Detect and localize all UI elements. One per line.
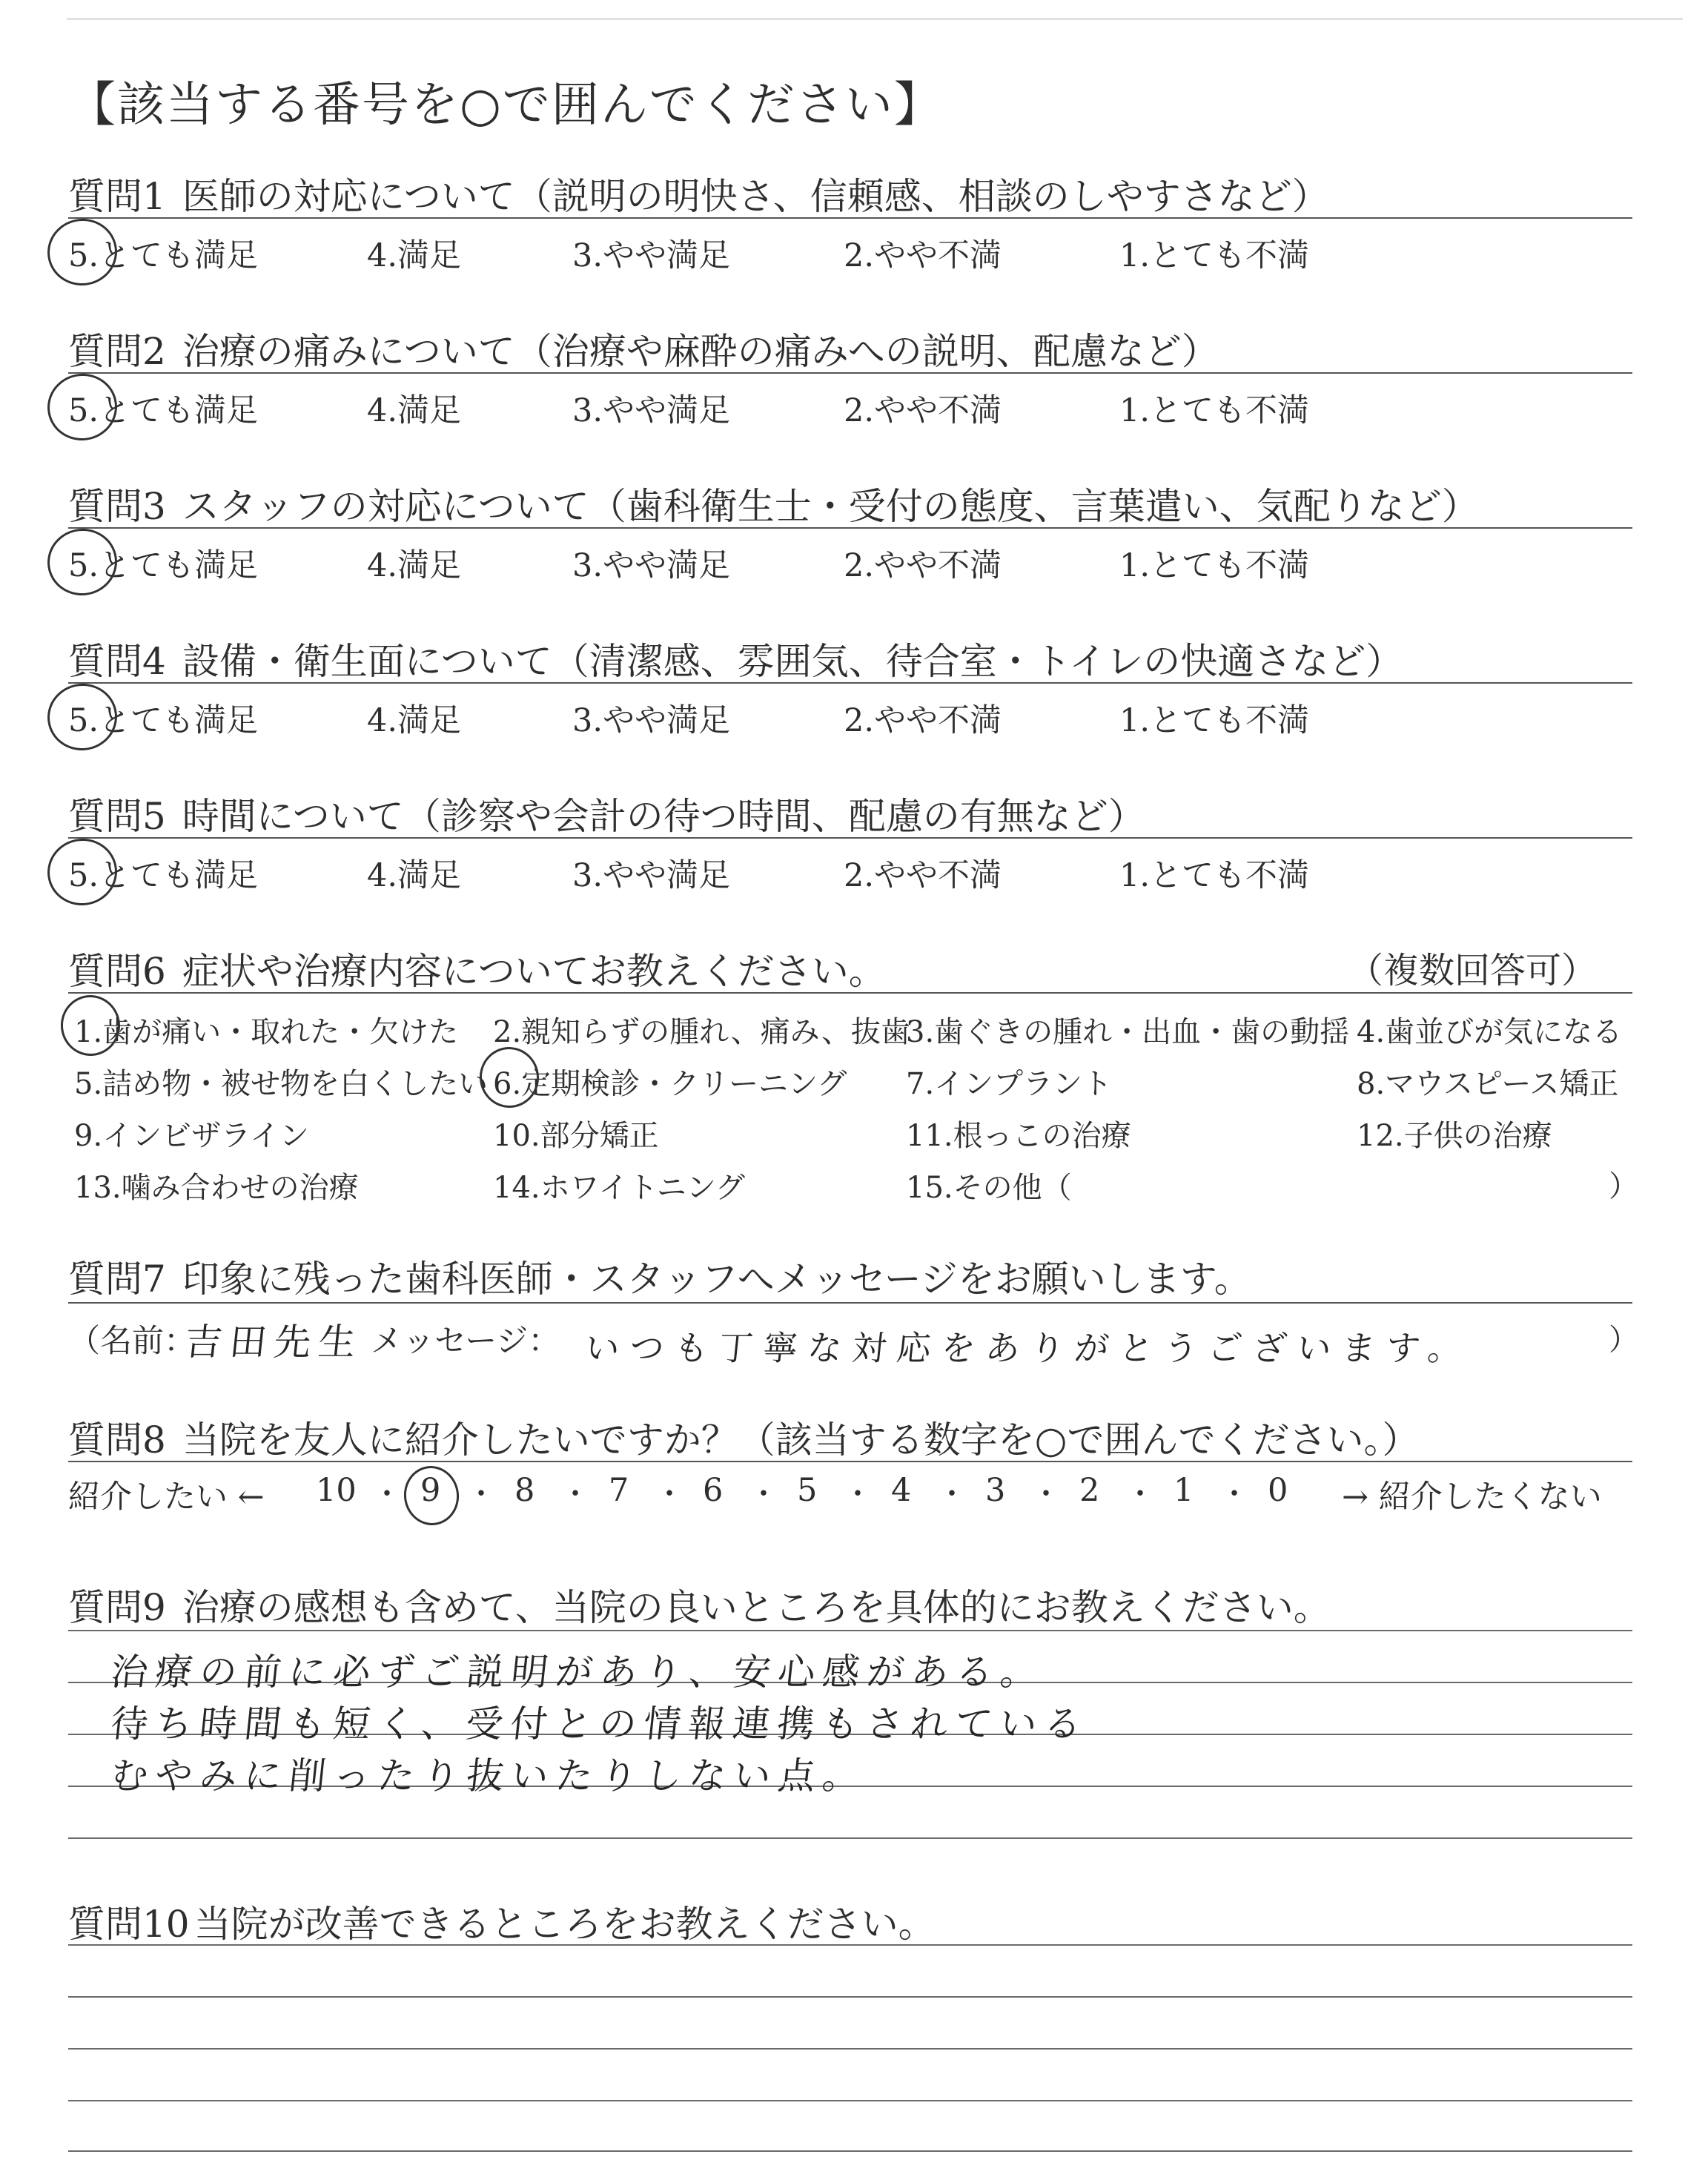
q2-heading — [68, 322, 1219, 375]
q8-selection-circle — [400, 1462, 463, 1529]
q9-number: 質問9 — [68, 1586, 166, 1629]
q8-scale-separator: ・ — [1031, 1477, 1061, 1511]
q10-rule-1 — [68, 1944, 1632, 1946]
q2-option-1[interactable]: 1.とても不満 — [1119, 392, 1310, 429]
q2-selection-circle — [43, 369, 122, 445]
q6-close-paren: ） — [1609, 1169, 1638, 1203]
q6-option-7[interactable]: 7.インプラント — [906, 1067, 1113, 1101]
q7-message-value: いつも丁寧な対応をありがとうございます。 — [583, 1328, 1474, 1368]
q8-scale-2[interactable]: 2 — [1079, 1472, 1100, 1509]
q8-scale-separator: ・ — [655, 1477, 684, 1511]
q8-scale-4[interactable]: 4 — [891, 1472, 912, 1509]
q8-scale-separator: ・ — [937, 1477, 967, 1511]
q10-rule-4 — [68, 2100, 1632, 2101]
q2-option-4[interactable]: 4.満足 — [367, 392, 462, 429]
q1-heading — [68, 167, 1329, 220]
q8-scale-separator: ・ — [843, 1477, 873, 1511]
q5-option-2[interactable]: 2.やや不満 — [844, 857, 1002, 894]
q8-scale-0[interactable]: 0 — [1268, 1472, 1288, 1509]
q3-heading — [68, 477, 1479, 530]
q6-option-12[interactable]: 12.子供の治療 — [1357, 1119, 1552, 1153]
q8-scale-separator: ・ — [749, 1477, 778, 1511]
q8-scale-6[interactable]: 6 — [703, 1472, 724, 1509]
q8-scale-1[interactable]: 1 — [1174, 1472, 1194, 1509]
q1-option-1[interactable]: 1.とても不満 — [1119, 237, 1310, 274]
q4-option-3[interactable]: 3.やや満足 — [572, 702, 731, 739]
q7-message-label: メッセージ： — [371, 1323, 560, 1360]
q8-scale-separator: ・ — [466, 1477, 496, 1511]
q8-scale-7[interactable]: 7 — [609, 1472, 629, 1509]
q7-name-value: 吉田先生 — [182, 1321, 365, 1364]
q8-rule — [68, 1461, 1632, 1462]
q10-rule-5 — [68, 2150, 1632, 2152]
q6-heading — [68, 942, 886, 995]
q3-rule — [68, 527, 1632, 529]
q8-scale-5[interactable]: 5 — [797, 1472, 818, 1509]
q8-scale-separator: ・ — [372, 1477, 402, 1511]
q9-text: 治療の感想も含めて、当院の良いところを具体的にお教えください。 — [182, 1586, 1331, 1629]
q9-answer-line-3: むやみに削ったり抜いたりしない点。 — [108, 1754, 870, 1797]
q3-selection-circle — [43, 524, 122, 600]
q3-option-4[interactable]: 4.満足 — [367, 547, 462, 584]
q9-rule-1 — [68, 1630, 1632, 1631]
q1-option-4[interactable]: 4.満足 — [367, 237, 462, 274]
q7-number: 質問7 — [68, 1258, 166, 1301]
q4-option-5[interactable]: 5.とても満足 — [68, 702, 259, 739]
q8-right-label: → 紹介したくない — [1342, 1479, 1602, 1516]
q5-number: 質問5 — [68, 795, 166, 838]
q1-option-5[interactable]: 5.とても満足 — [68, 237, 259, 274]
q3-option-3[interactable]: 3.やや満足 — [572, 547, 731, 584]
q7-text: 印象に残った歯科医師・スタッフへメッセージをお願いします。 — [182, 1258, 1251, 1301]
q5-rule — [68, 837, 1632, 839]
q8-left-label: 紹介したい ← — [68, 1479, 265, 1516]
q6-option-15[interactable]: 15.その他（ — [906, 1171, 1072, 1205]
q4-number: 質問4 — [68, 640, 166, 683]
q6-rule — [68, 992, 1632, 994]
q9-answer-line-1: 治療の前に必ずご説明があり、安心感がある。 — [108, 1651, 1047, 1694]
q2-option-2[interactable]: 2.やや不満 — [844, 392, 1002, 429]
q2-rule — [68, 372, 1632, 374]
q10-rule-2 — [68, 1996, 1632, 1998]
q7-close-paren: ） — [1609, 1323, 1638, 1357]
q6-option-4[interactable]: 4.歯並びが気になる — [1357, 1015, 1623, 1049]
q1-text: 医師の対応について（説明の明快さ、信頼感、相談のしやすさなど） — [182, 175, 1329, 218]
top-border — [67, 18, 1683, 20]
q4-text: 設備・衛生面について（清潔感、雰囲気、待合室・トイレの快適さなど） — [182, 640, 1403, 683]
q5-option-1[interactable]: 1.とても不満 — [1119, 857, 1310, 894]
q8-scale-separator: ・ — [1125, 1477, 1155, 1511]
q9-heading — [68, 1578, 1331, 1631]
q10-text: 当院が改善できるところをお教えください。 — [193, 1903, 936, 1946]
q2-option-3[interactable]: 3.やや満足 — [572, 392, 731, 429]
q8-scale-separator: ・ — [560, 1477, 590, 1511]
q9-rule-5 — [68, 1837, 1632, 1839]
q4-rule — [68, 682, 1632, 684]
q2-text: 治療の痛みについて（治療や麻酔の痛みへの説明、配慮など） — [182, 330, 1219, 373]
q3-number: 質問3 — [68, 485, 166, 528]
q10-heading — [68, 1895, 936, 1948]
page-title: 【該当する番号を○で囲んでください】 — [68, 78, 943, 133]
q4-option-2[interactable]: 2.やや不満 — [844, 702, 1002, 739]
q9-answer-line-2: 待ち時間も短く、受付との情報連携もされている — [108, 1702, 1091, 1745]
q7-name-label: （名前： — [68, 1323, 196, 1360]
q5-option-4[interactable]: 4.満足 — [367, 857, 462, 894]
q6-option-11[interactable]: 11.根っこの治療 — [906, 1119, 1131, 1153]
q1-option-2[interactable]: 2.やや不満 — [844, 237, 1002, 274]
q6-option-13[interactable]: 13.噛み合わせの治療 — [74, 1171, 359, 1205]
q4-option-1[interactable]: 1.とても不満 — [1119, 702, 1310, 739]
q5-heading — [68, 787, 1145, 840]
q5-text: 時間について（診察や会計の待つ時間、配慮の有無など） — [182, 795, 1145, 838]
q6-option-14[interactable]: 14.ホワイトニング — [493, 1171, 746, 1205]
q10-number: 質問10 — [68, 1903, 190, 1946]
q5-option-5[interactable]: 5.とても満足 — [68, 857, 259, 894]
q1-number: 質問1 — [68, 175, 166, 218]
q6-option-6[interactable]: 6.定期検診・クリーニング — [493, 1067, 847, 1101]
q6-option-8[interactable]: 8.マウスピース矯正 — [1357, 1067, 1619, 1101]
q3-option-1[interactable]: 1.とても不満 — [1119, 547, 1310, 584]
q3-option-5[interactable]: 5.とても満足 — [68, 547, 259, 584]
q6-option-1[interactable]: 1.歯が痛い・取れた・欠けた — [74, 1015, 459, 1049]
q1-rule — [68, 217, 1632, 219]
q6-multi-note: （複数回答可） — [1347, 950, 1597, 991]
q6-option-2[interactable]: 2.親知らずの腫れ、痛み、抜歯 — [493, 1015, 910, 1049]
q4-option-4[interactable]: 4.満足 — [367, 702, 462, 739]
q3-text: スタッフの対応について（歯科衛生士・受付の態度、言葉遣い、気配りなど） — [182, 485, 1479, 528]
q8-scale-9[interactable]: 9 — [420, 1472, 441, 1509]
q8-heading — [68, 1410, 1419, 1464]
q4-selection-circle — [43, 679, 122, 755]
q5-option-3[interactable]: 3.やや満足 — [572, 857, 731, 894]
q6-text: 症状や治療内容についてお教えください。 — [182, 950, 886, 993]
q8-scale-separator: ・ — [1219, 1477, 1249, 1511]
q1-option-3[interactable]: 3.やや満足 — [572, 237, 731, 274]
q8-scale-3[interactable]: 3 — [985, 1472, 1006, 1509]
q6-option-3[interactable]: 3.歯ぐきの腫れ・出血・歯の動揺 — [906, 1015, 1350, 1049]
q4-heading — [68, 632, 1403, 685]
q6-option-5[interactable]: 5.詰め物・被せ物を白くしたい — [74, 1067, 489, 1101]
q8-text: 当院を友人に紹介したいですか？（該当する数字を○で囲んでください。） — [182, 1418, 1420, 1462]
q10-rule-3 — [68, 2048, 1632, 2050]
q7-heading — [68, 1249, 1251, 1303]
q6-number: 質問6 — [68, 950, 166, 993]
q2-number: 質問2 — [68, 330, 166, 373]
q2-option-5[interactable]: 5.とても満足 — [68, 392, 259, 429]
q5-selection-circle — [43, 834, 122, 910]
q6-option-10[interactable]: 10.部分矯正 — [493, 1119, 659, 1153]
q3-option-2[interactable]: 2.やや不満 — [844, 547, 1002, 584]
q1-selection-circle — [43, 214, 122, 290]
q8-scale-8[interactable]: 8 — [514, 1472, 535, 1509]
q6-option-9[interactable]: 9.インビザライン — [74, 1119, 309, 1153]
q8-number: 質問8 — [68, 1418, 166, 1462]
q8-scale-10[interactable]: 10 — [316, 1472, 357, 1509]
q7-rule — [68, 1302, 1632, 1304]
